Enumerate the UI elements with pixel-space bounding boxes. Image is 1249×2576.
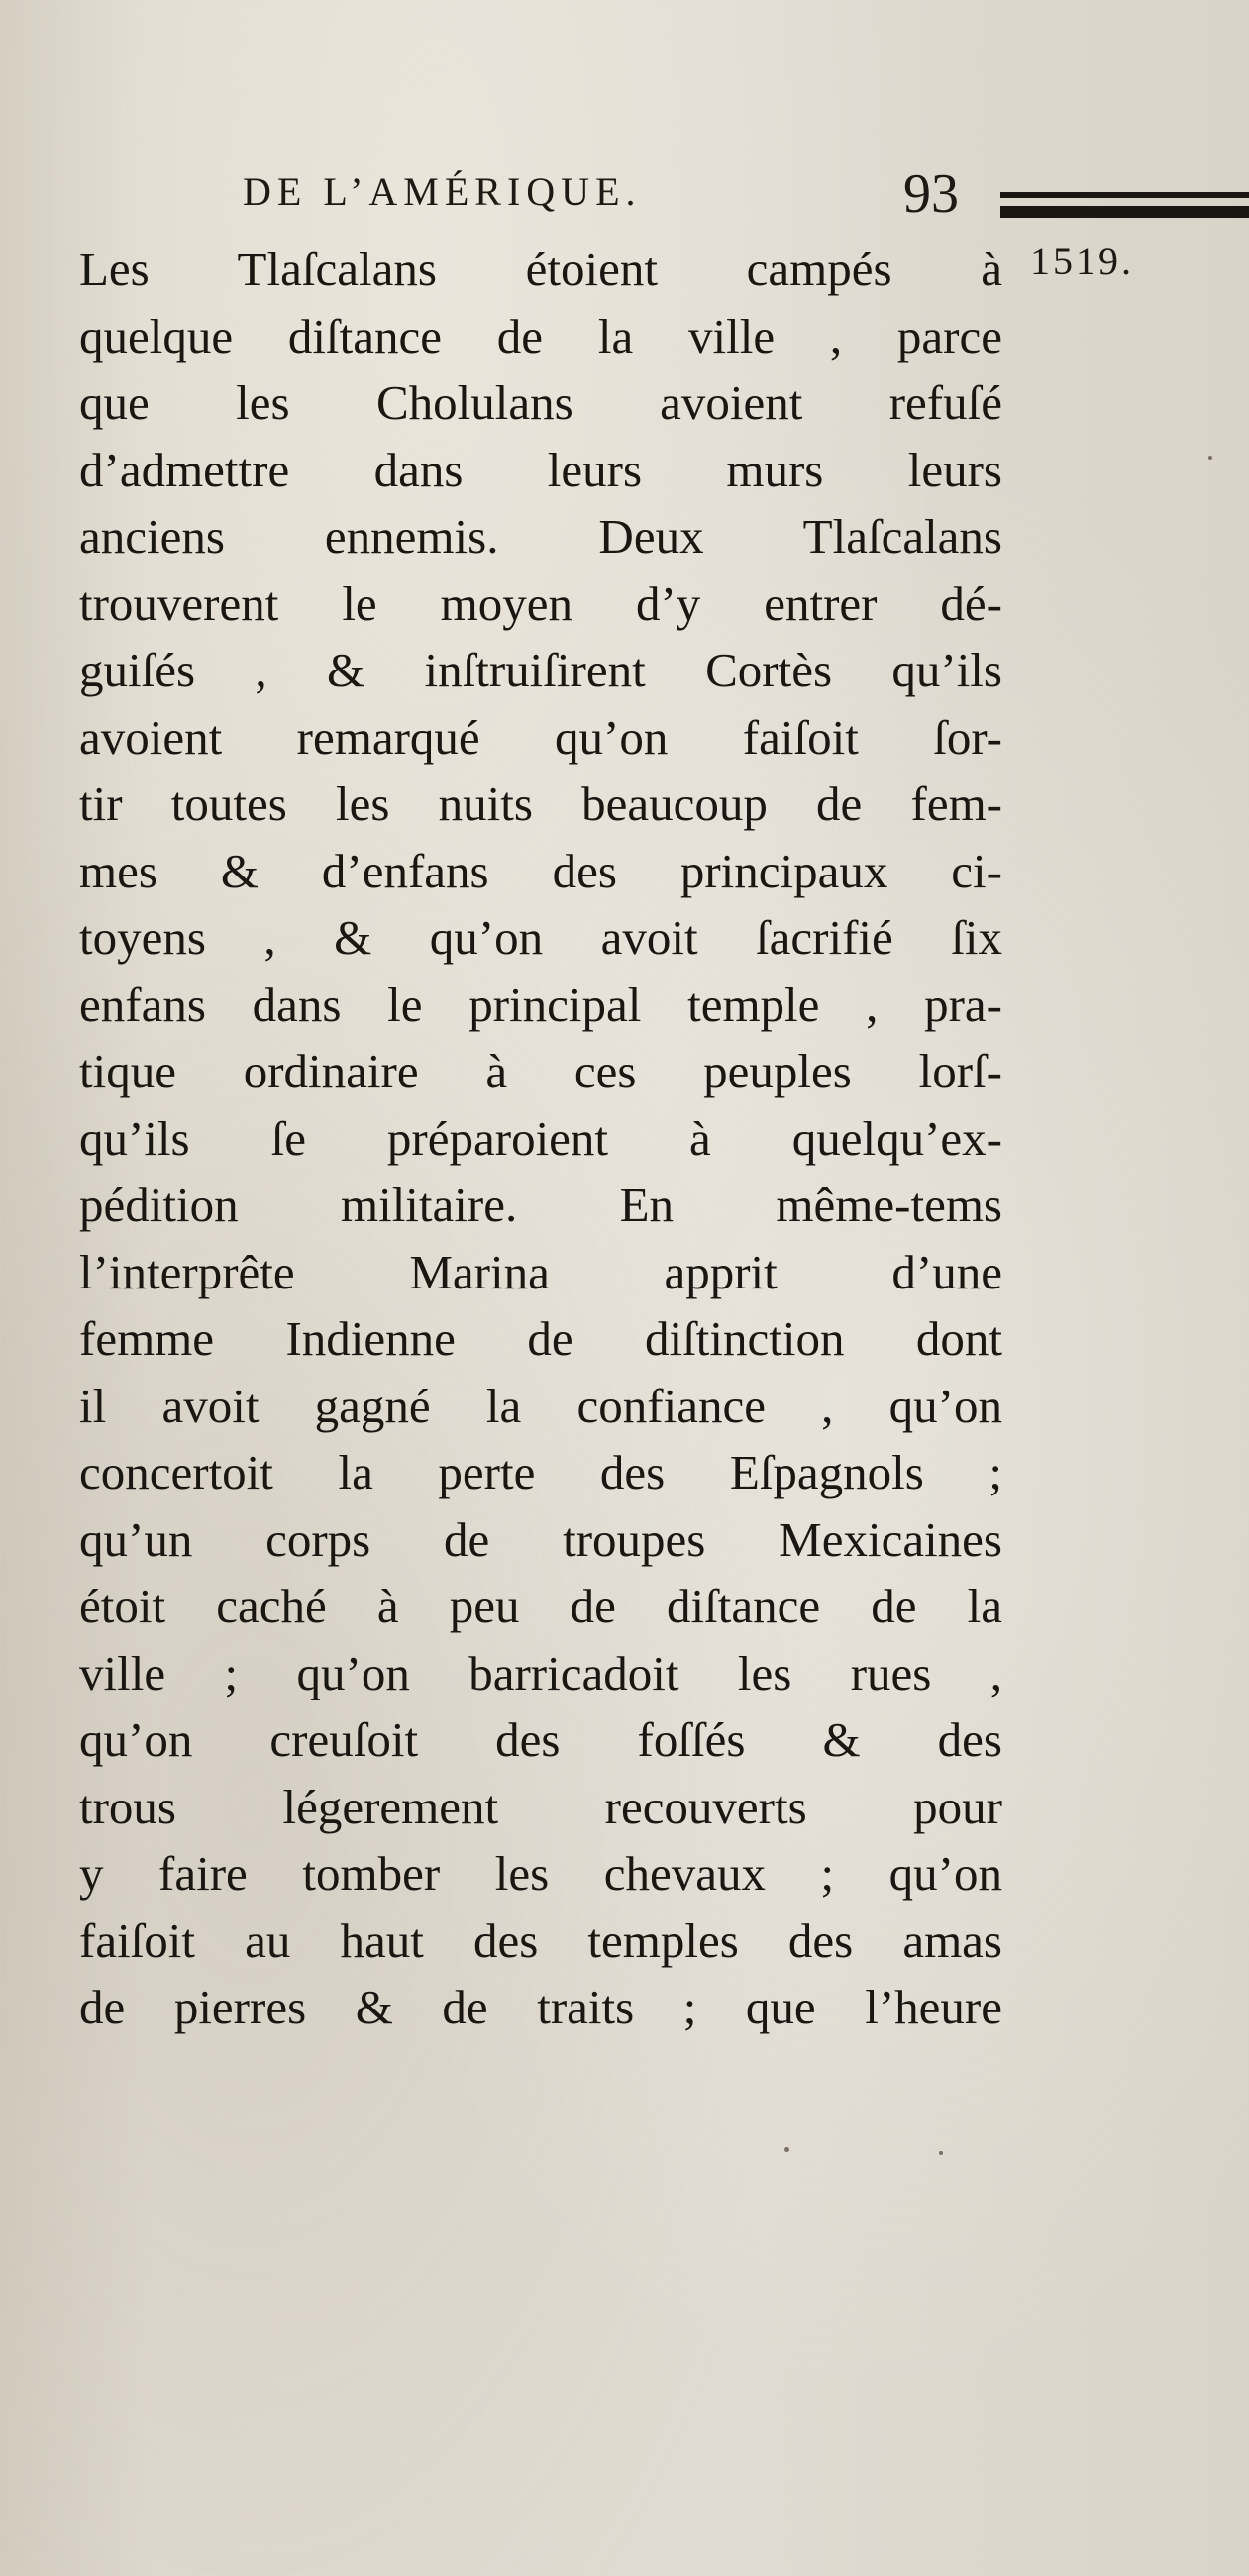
paper-speck (784, 2147, 789, 2152)
text-line: quelque diſtance de la ville , parce (79, 308, 1002, 363)
text-line: concertoit la perte des Eſpagnols ; (79, 1445, 1002, 1499)
paper-speck (1208, 456, 1212, 460)
text-line: étoit caché à peu de diſtance de la (79, 1579, 1002, 1633)
text-line: enfans dans le principal temple , pra- (79, 977, 1002, 1032)
header-rule-thick (1000, 206, 1249, 218)
text-line: faiſoit au haut des temples des amas (79, 1912, 1002, 1968)
marginal-year-note: 1519. (1030, 239, 1134, 283)
text-line: pédition militaire. En même-tems (79, 1178, 1002, 1232)
text-line: trouverent le moyen d’y entrer dé- (79, 575, 1002, 631)
text-line: qu’on creuſoit des foſſés & des (79, 1712, 1002, 1767)
text-line: tir toutes les nuits beaucoup de fem- (79, 776, 1002, 831)
text-line: trous légerement recouverts pour (79, 1779, 1002, 1834)
header-rule (1000, 192, 1249, 198)
text-line: anciens ennemis. Deux Tlaſcalans (79, 509, 1002, 564)
text-line: d’admettre dans leurs murs leurs (79, 442, 1002, 497)
text-line: femme Indienne de diſtinction dont (79, 1311, 1002, 1366)
text-line: qu’ils ſe préparoient à quelqu’ex- (79, 1110, 1002, 1166)
body-text (79, 236, 1002, 2041)
text-line: tique ordinaire à ces peuples lorſ- (79, 1044, 1002, 1098)
text-line: ville ; qu’on barricadoit les rues , (79, 1645, 1002, 1700)
page-header (79, 156, 1208, 236)
text-line: avoient remarqué qu’on faiſoit ſor- (79, 709, 1002, 765)
text-line: il avoit gagné la confiance , qu’on (79, 1378, 1002, 1433)
text-line: l’interprête Marina apprit d’une (79, 1244, 1002, 1299)
running-head: DE L’AMÉRIQUE. (243, 169, 642, 214)
text-line: Les Tlaſcalans étoient campés à (79, 242, 1002, 296)
text-line: que les Cholulans avoient refuſé (79, 375, 1002, 430)
text-line: mes & d’enfans des principaux ci- (79, 843, 1002, 898)
page-number: 93 (903, 163, 959, 225)
text-line: de pierres & de traits ; que l’heure (79, 1980, 1002, 2034)
paper-speck (939, 2151, 943, 2155)
text-line: y faire tomber les chevaux ; qu’on (79, 1846, 1002, 1901)
text-line: qu’un corps de troupes Mexicaines (79, 1511, 1002, 1567)
text-line: toyens , & qu’on avoit ſacrifié ſix (79, 910, 1002, 965)
text-line: guiſés , & inſtruiſirent Cortès qu’ils (79, 643, 1002, 697)
